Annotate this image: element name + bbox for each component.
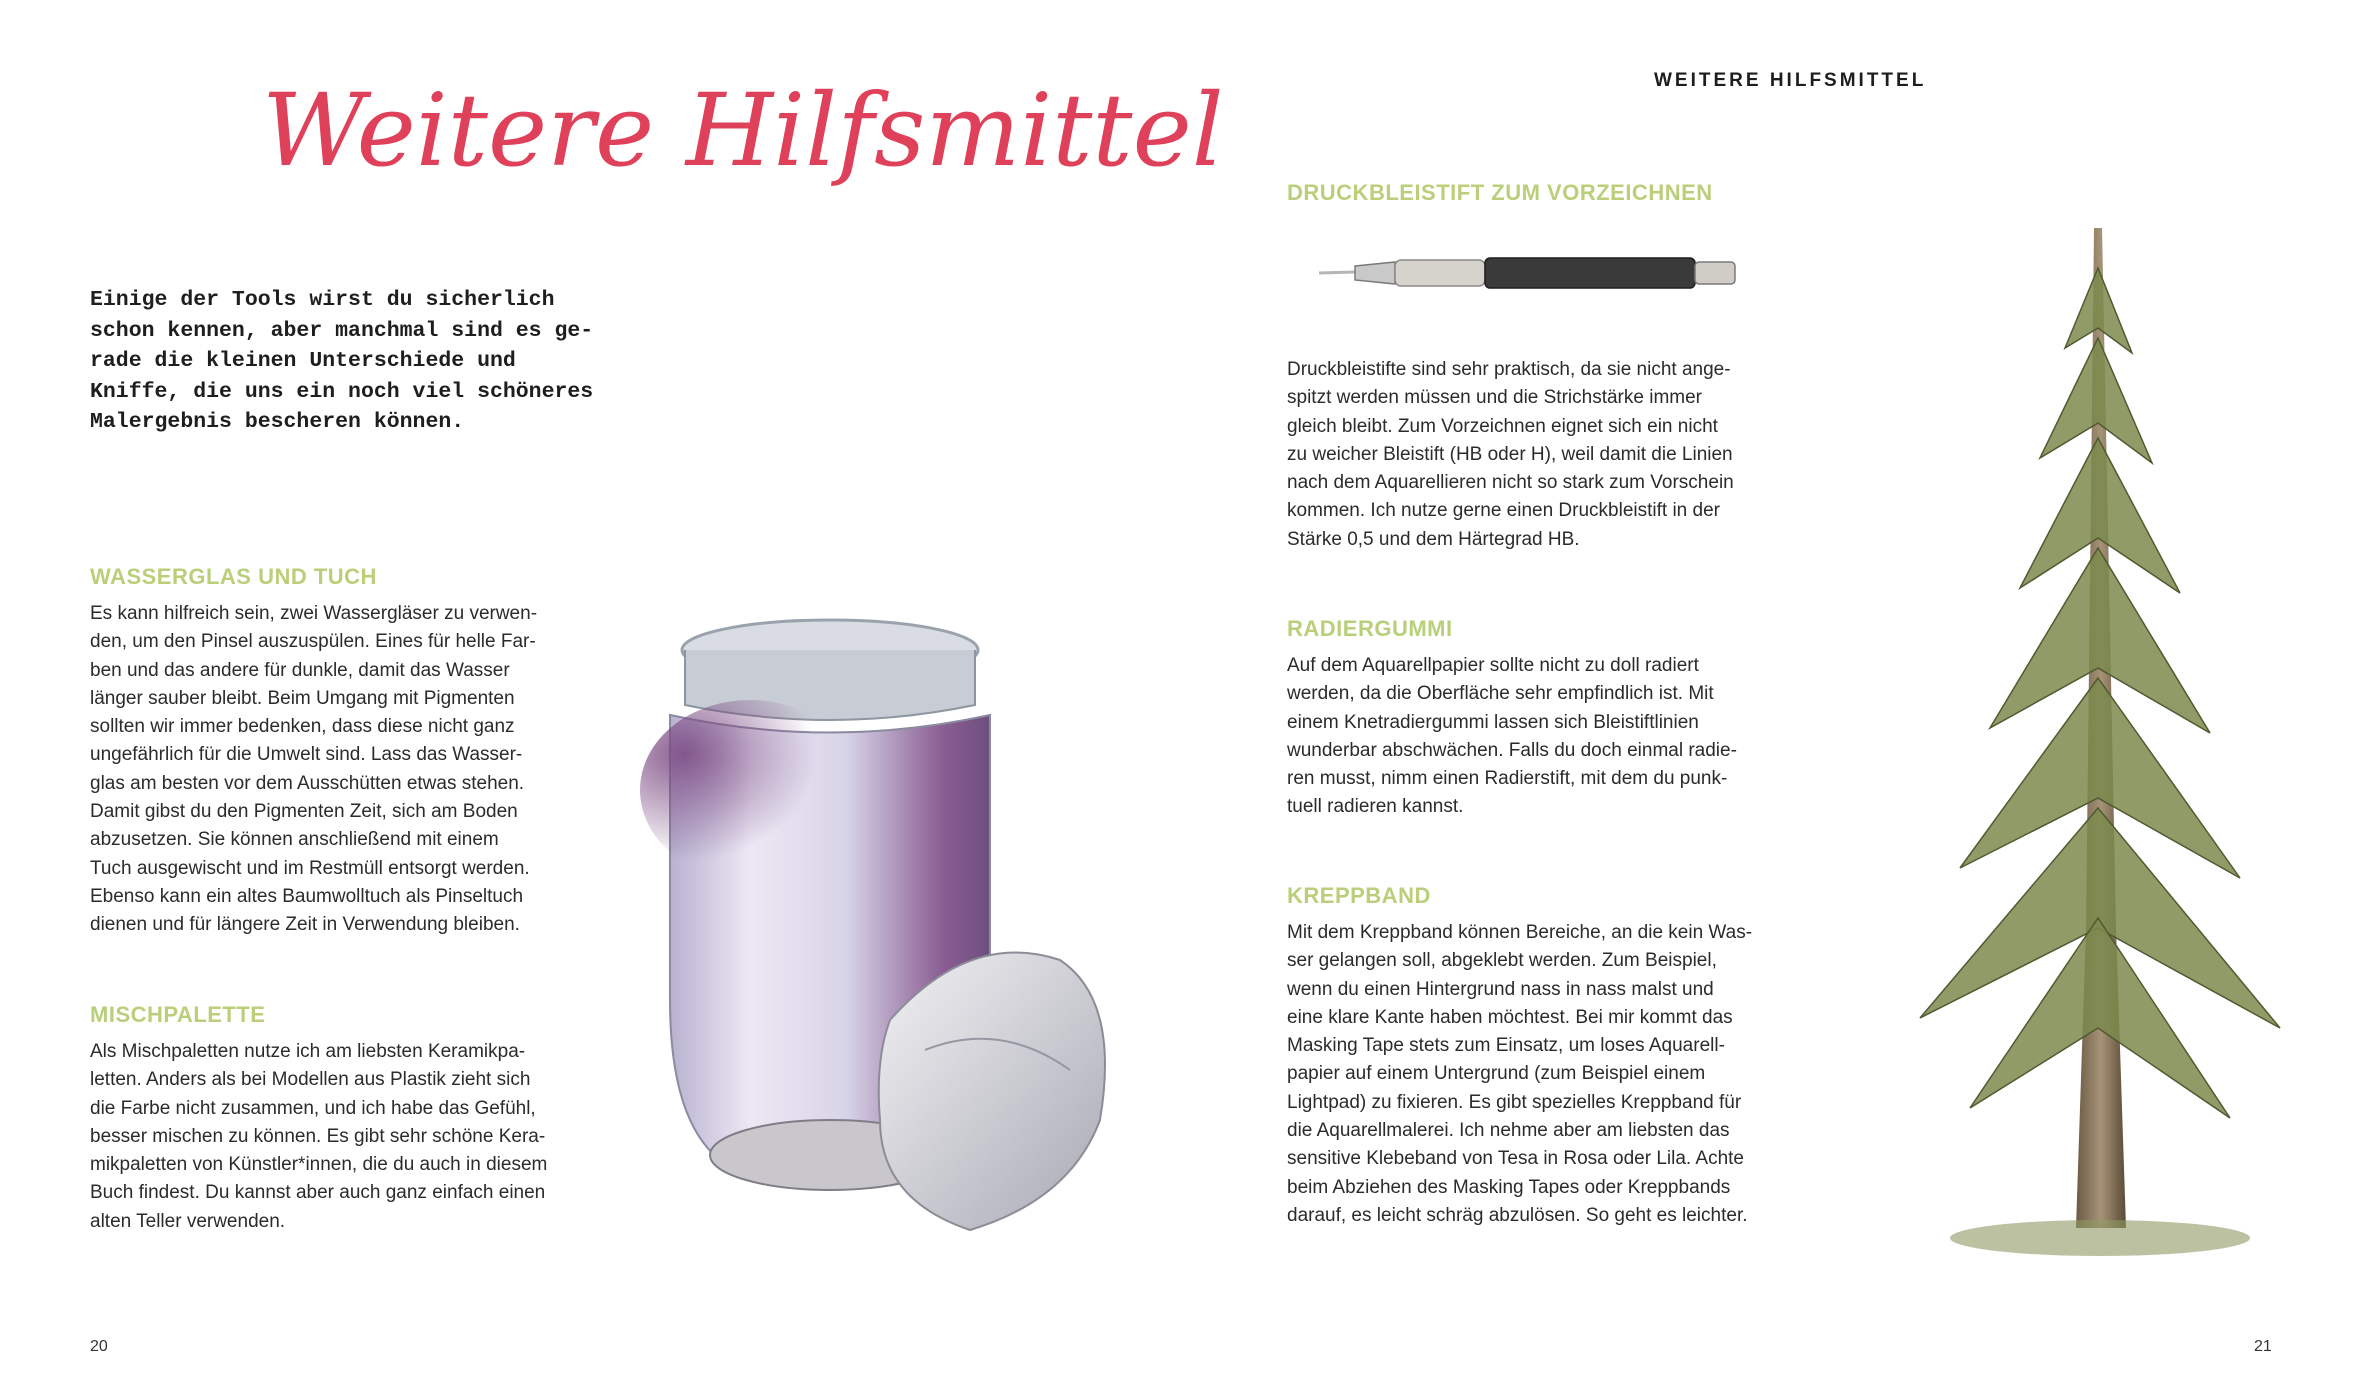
text-line: Tuch ausgewischt und im Restmüll entsorgt werden.: [90, 857, 530, 879]
intro-paragraph: [90, 285, 594, 438]
text-line: dienen und für längere Zeit in Verwendung bleiben.: [90, 914, 520, 936]
text-line: gleich bleibt. Zum Vorzeichnen eignet sich ein nicht: [1287, 415, 1718, 437]
intro-line: Malergebnis bescheren können.: [90, 410, 465, 434]
pencil-illustration: [1315, 248, 1745, 298]
fir-tree-illustration: [1880, 228, 2320, 1308]
pencil-end: [1695, 262, 1735, 284]
section-heading-radiergummi: RADIERGUMMI: [1287, 616, 1453, 641]
text-line: Mit dem Kreppband können Bereiche, an die kein Was-: [1287, 922, 1753, 943]
tree-branches: [1920, 268, 2280, 1118]
text-line: länger sauber bleibt. Beim Umgang mit Pigmenten: [90, 687, 515, 709]
intro-line: Einige der Tools wirst du sicherlich: [90, 288, 555, 312]
text-line: sollten wir immer bedenken, dass diese nicht ganz: [90, 716, 515, 738]
section-body-kreppband: [1287, 919, 1807, 1230]
text-line: ben und das andere für dunkle, damit das Wasser: [90, 659, 510, 681]
text-line: wunderbar abschwächen. Falls du doch einmal radie-: [1287, 739, 1737, 761]
text-line: Buch findest. Du kannst aber auch ganz einfach einen: [90, 1182, 546, 1204]
text-line: ser gelangen soll, abgeklebt werden. Zum Beispiel,: [1287, 950, 1717, 972]
text-line: glas am besten vor dem Ausschütten etwas stehen.: [90, 772, 525, 794]
text-line: Ebenso kann ein altes Baumwolltuch als Pinseltuch: [90, 885, 524, 907]
text-line: nach dem Aquarellieren nicht so stark zum Vorschein: [1287, 472, 1734, 494]
text-line: Lightpad) zu fixieren. Es gibt spezielles Kreppband für: [1287, 1091, 1742, 1113]
text-line: Stärke 0,5 und dem Härtegrad HB.: [1287, 528, 1580, 550]
text-line: den, um den Pinsel auszuspülen. Eines für helle Far-: [90, 631, 536, 653]
text-line: mikpaletten von Künstler*innen, die du auch in diesem: [90, 1154, 548, 1176]
text-line: Auf dem Aquarellpapier sollte nicht zu doll radiert: [1287, 655, 1699, 676]
section-heading-mischpalette: MISCHPALETTE: [90, 1002, 266, 1027]
text-line: beim Abziehen des Masking Tapes oder Kreppbands: [1287, 1176, 1731, 1198]
text-line: spitzt werden müssen und die Strichstärke immer: [1287, 387, 1702, 409]
section-body-druckbleistift: [1287, 356, 1807, 554]
text-line: darauf, es leicht schräg abzulösen. So geht es leichter.: [1287, 1204, 1748, 1226]
text-line: die Farbe nicht zusammen, und ich habe das Gefühl,: [90, 1097, 536, 1119]
water-glass-illustration: [640, 600, 1160, 1240]
text-line: papier auf einem Untergrund (zum Beispiel einem: [1287, 1063, 1706, 1085]
intro-line: rade die kleinen Unterschiede und: [90, 349, 516, 373]
text-line: Damit gibst du den Pigmenten Zeit, sich am Boden: [90, 801, 518, 823]
intro-line: Kniffe, die uns ein noch viel schöneres: [90, 379, 594, 404]
text-line: zu weicher Bleistift (HB oder H), weil damit die Linien: [1287, 443, 1733, 465]
section-body-radiergummi: [1287, 652, 1807, 822]
page-title: Weitere Hilfsmittel: [262, 72, 1224, 189]
text-line: alten Teller verwenden.: [90, 1210, 286, 1232]
text-line: eine klare Kante haben möchtest. Bei mir kommt das: [1287, 1006, 1733, 1028]
text-line: Masking Tape stets zum Einsatz, um loses Aquarell-: [1287, 1035, 1725, 1057]
text-line: ungefährlich für die Umwelt sind. Lass das Wasser-: [90, 744, 523, 766]
section-heading-druckbleistift: DRUCKBLEISTIFT ZUM VORZEICHNEN: [1287, 180, 1713, 205]
pencil-grip: [1395, 260, 1485, 286]
section-heading-wasserglas: WASSERGLAS UND TUCH: [90, 564, 377, 589]
pencil-tip: [1355, 262, 1395, 284]
page-number-right: 21: [2254, 1338, 2272, 1355]
page-number-left: 20: [90, 1338, 108, 1355]
text-line: kommen. Ich nutze gerne einen Druckbleistift in der: [1287, 500, 1720, 522]
text-line: abzusetzen. Sie können anschließend mit einem: [90, 829, 499, 851]
text-line: tuell radieren kannst.: [1287, 796, 1464, 818]
section-body-mischpalette: [90, 1038, 590, 1236]
section-body-wasserglas: [90, 600, 590, 940]
text-line: besser mischen zu können. Es gibt sehr schöne Kera-: [90, 1125, 546, 1147]
text-line: die Aquarellmalerei. Ich nehme aber am liebsten das: [1287, 1120, 1730, 1142]
running-head: WEITERE HILFSMITTEL: [1654, 70, 1927, 91]
text-line: sensitive Klebeband von Tesa in Rosa oder Lila. Achte: [1287, 1148, 1745, 1170]
text-line: ren musst, nimm einen Radierstift, mit dem du punk-: [1287, 768, 1728, 790]
text-line: Als Mischpaletten nutze ich am liebsten Keramikpa-: [90, 1041, 526, 1062]
section-heading-kreppband: KREPPBAND: [1287, 883, 1431, 908]
text-line: einem Knetradiergummi lassen sich Bleistiftlinien: [1287, 711, 1699, 733]
text-line: wenn du einen Hintergrund nass in nass malst und: [1287, 978, 1714, 1000]
pencil-barrel: [1485, 258, 1695, 288]
tree-ground: [1950, 1220, 2250, 1256]
intro-line: schon kennen, aber manchmal sind es ge-: [90, 318, 594, 343]
glass-stain: [640, 700, 860, 880]
pencil-lead: [1319, 272, 1355, 273]
text-line: Druckbleistifte sind sehr praktisch, da sie nicht ange-: [1287, 359, 1731, 380]
text-line: letten. Anders als bei Modellen aus Plastik zieht sich: [90, 1069, 531, 1091]
text-line: Es kann hilfreich sein, zwei Wassergläser zu verwen-: [90, 603, 538, 624]
text-line: werden, da die Oberfläche sehr empfindlich ist. Mit: [1287, 683, 1714, 705]
